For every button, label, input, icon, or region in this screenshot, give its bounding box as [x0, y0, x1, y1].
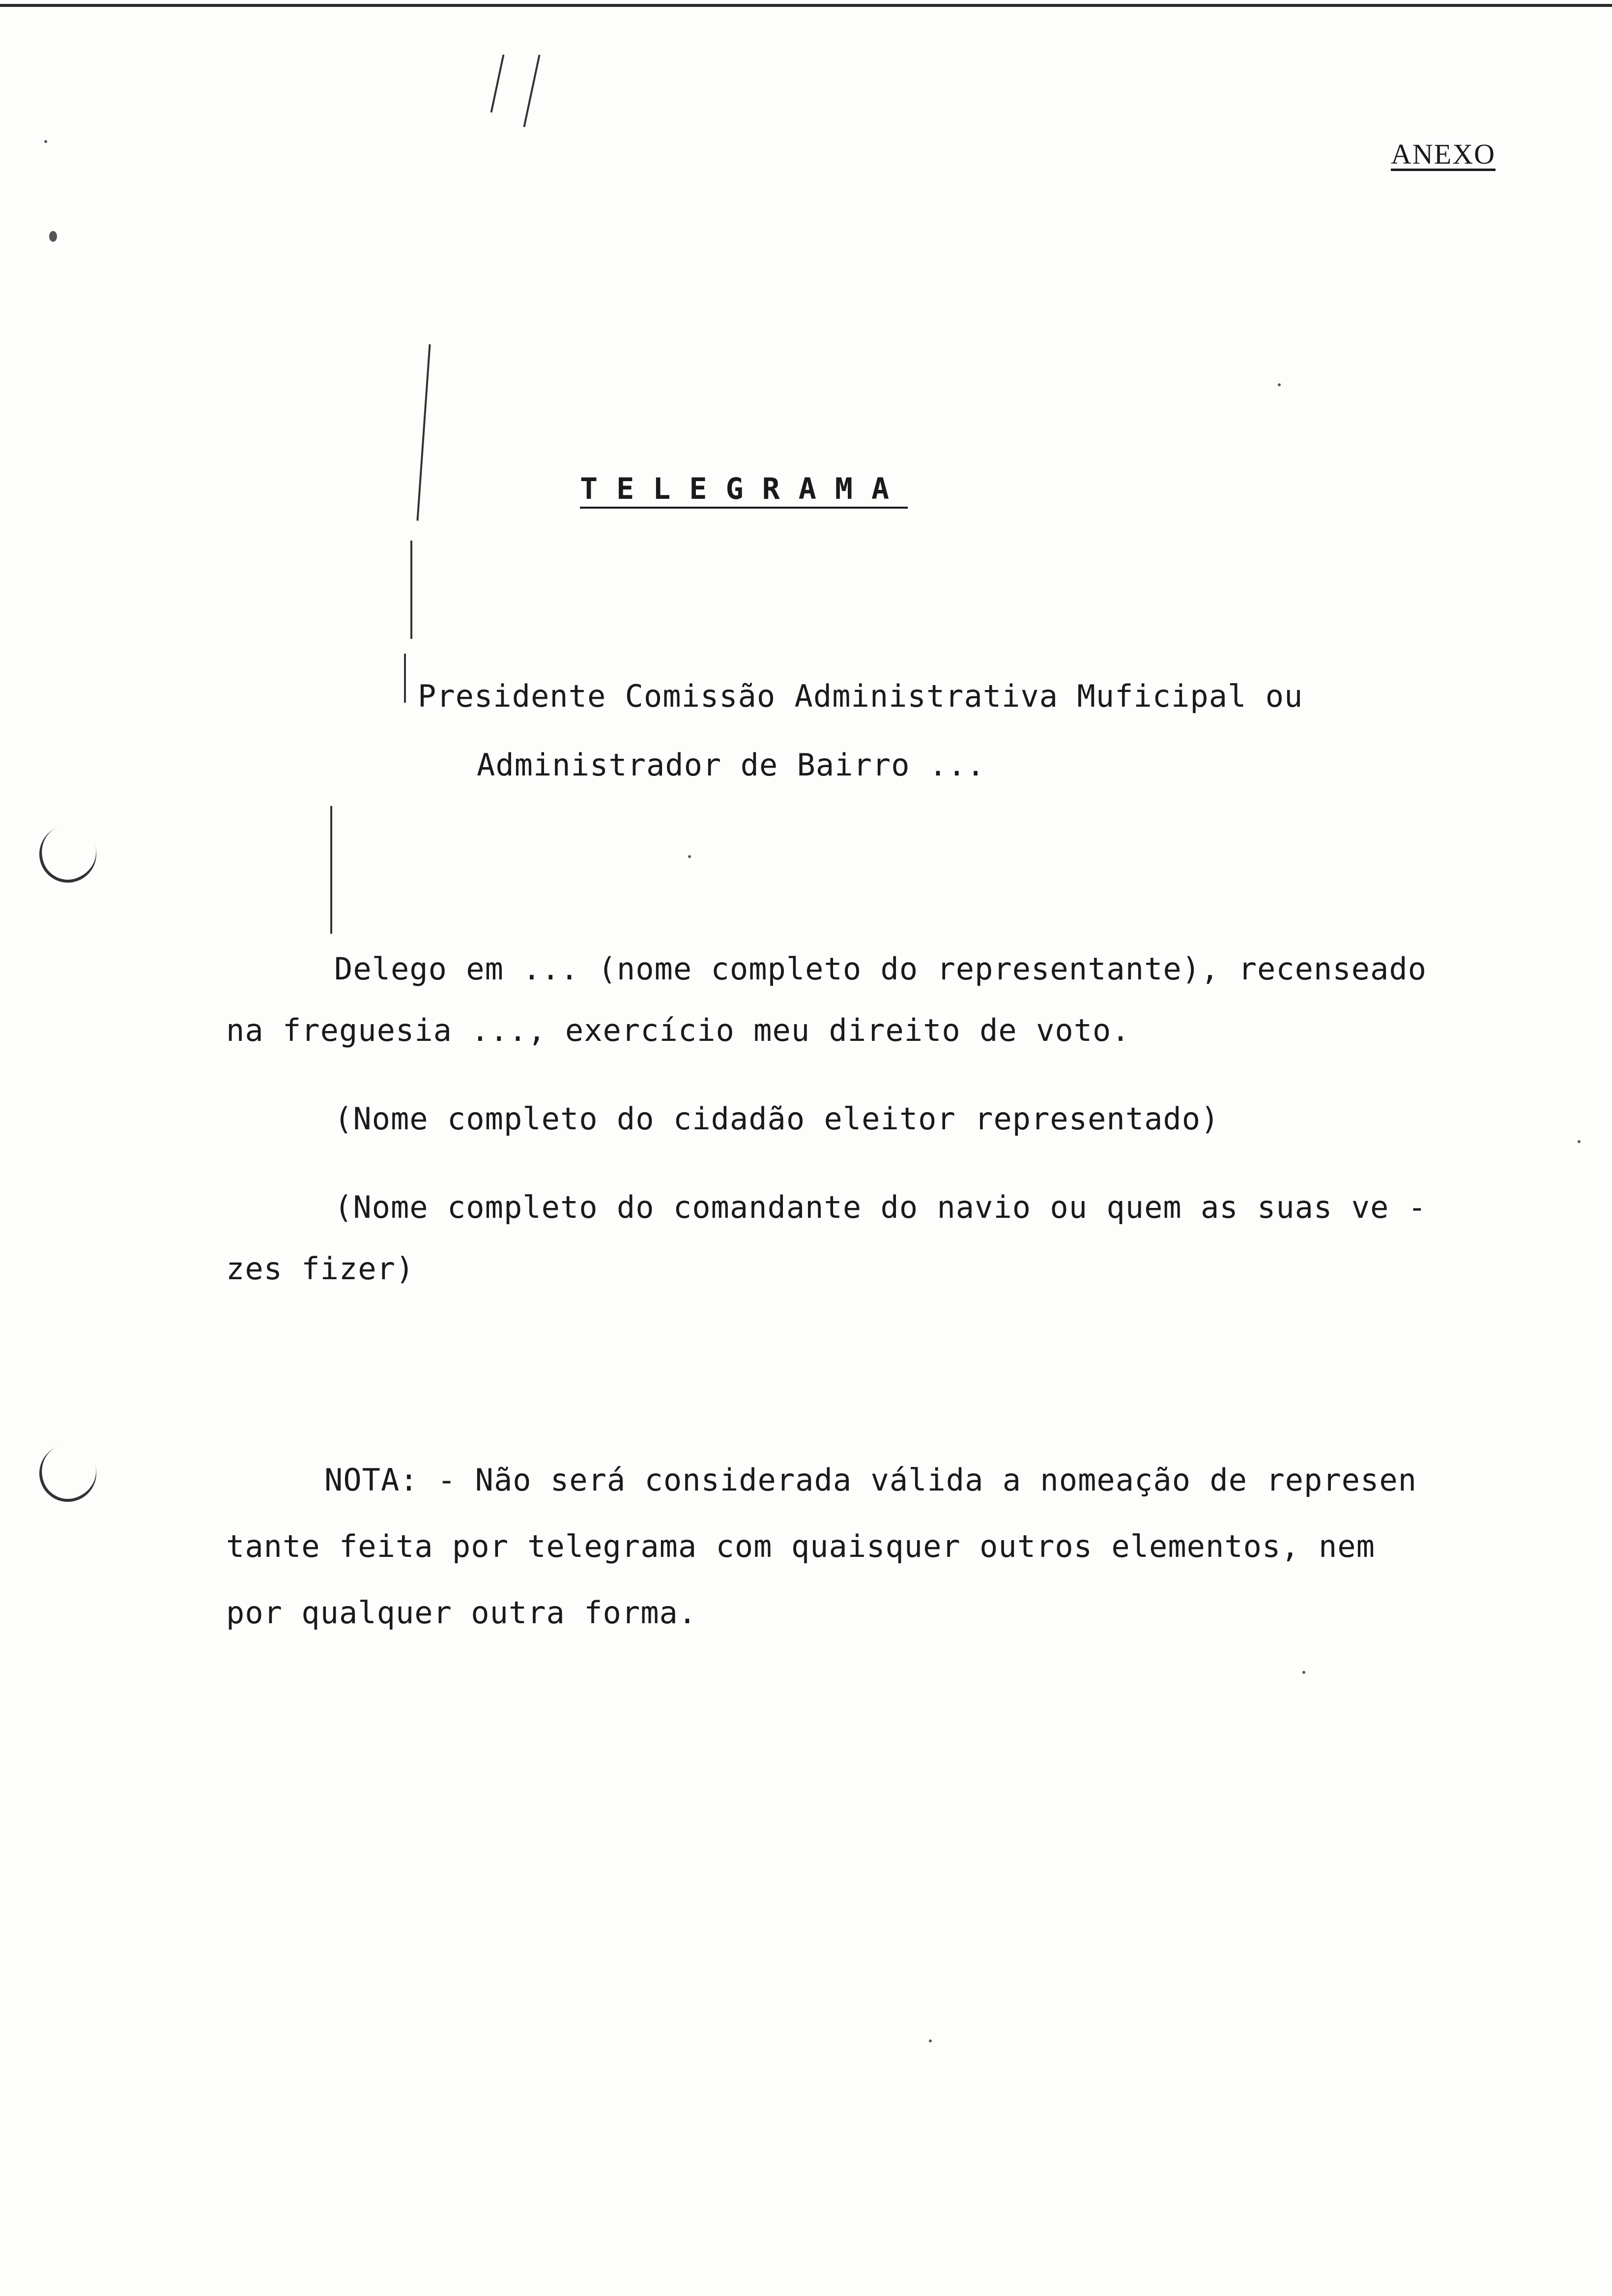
top-edge-rule [0, 4, 1612, 7]
commander-line-1: (Nome completo do comandante do navio ou quem as suas ve - [334, 1189, 1427, 1225]
document-title: TELEGRAMA [580, 472, 908, 506]
speck [688, 855, 691, 858]
punch-hole [31, 818, 105, 891]
addressee-line-2: Administrador de Bairro ... [477, 747, 985, 783]
pen-mark [330, 806, 332, 934]
addressee-line-1: Presidente Comissão Administrativa Muficipal ou [418, 678, 1303, 714]
delegation-line-2: na freguesia ..., exercício meu direito de voto. [226, 1012, 1130, 1048]
speck [1278, 383, 1281, 386]
speck [929, 2039, 932, 2042]
speck [49, 231, 57, 242]
note-line-3: por qualquer outra forma. [226, 1595, 697, 1631]
speck [44, 140, 47, 143]
pen-mark [404, 654, 406, 703]
pen-mark [410, 541, 412, 639]
note-line-2: tante feita por telegrama com quaisquer outros elementos, nem [226, 1528, 1375, 1564]
speck [1302, 1671, 1305, 1674]
pen-mark [490, 55, 505, 113]
punch-hole [31, 1437, 105, 1510]
annex-label: ANEXO [1391, 138, 1496, 170]
delegation-line-1: Delego em ... (nome completo do representante), recenseado [334, 951, 1427, 987]
pen-mark [523, 55, 540, 127]
voter-name-line: (Nome completo do cidadão eleitor representado) [334, 1101, 1220, 1137]
pen-mark [416, 344, 431, 520]
commander-line-2: zes fizer) [226, 1251, 415, 1287]
note-line-1: NOTA: - Não será considerada válida a nomeação de represen [324, 1462, 1417, 1498]
speck [1578, 1140, 1581, 1143]
